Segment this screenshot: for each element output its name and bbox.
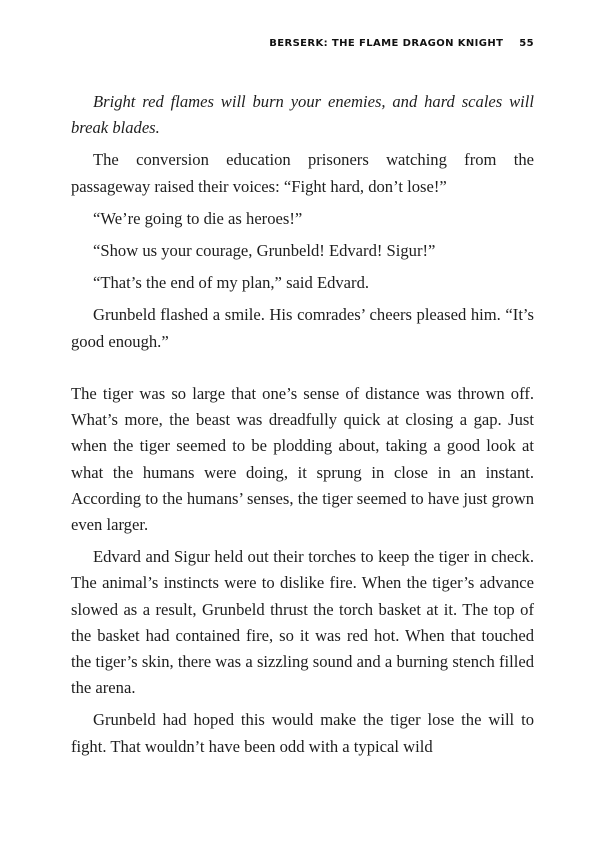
paragraph: Edvard and Sigur held out their torches to keep the tiger in check. The animal’s instincts were to dislike fire. When the tiger’s advance slowed as a result, Grunbeld thrust the torch basket at it. The top of the basket had contained fire, so it was red hot. When that touched the tiger’s skin, there was a sizzling sound and a burning stench filled the arena. bbox=[71, 547, 534, 698]
running-head bbox=[269, 38, 534, 49]
page-number: 55 bbox=[519, 38, 534, 49]
paragraph: Grunbeld flashed a smile. His comrades’ cheers pleased him. “It’s good enough.” bbox=[71, 305, 534, 351]
paragraph-section-start: The tiger was so large that one’s sense of distance was thrown off. What’s more, the beast was dreadfully quick at closing a gap. Just when the tiger seemed to be plodding about, taking a good look at what the humans were doing, it sprung in close in an instant. According to the humans’ senses, the tiger seemed to have just grown even larger. bbox=[71, 384, 534, 535]
paragraph: “We’re going to die as heroes!” bbox=[93, 208, 303, 228]
paragraph: Grunbeld had hoped this would make the tiger lose the will to fight. That wouldn’t have been odd with a typical wild bbox=[71, 710, 534, 756]
paragraph-italic-quote: Bright red flames will burn your enemies, and hard scales will break blades. bbox=[71, 92, 534, 138]
paragraph: “That’s the end of my plan,” said Edvard. bbox=[93, 273, 370, 293]
paragraph: The conversion education prisoners watching from the passageway raised their voices: “Fight hard, don’t lose!” bbox=[71, 150, 534, 196]
section-two bbox=[71, 381, 534, 760]
paragraph: “Show us your courage, Grunbeld! Edvard! Sigur!” bbox=[93, 241, 436, 261]
book-title: BERSERK: THE FLAME DRAGON KNIGHT bbox=[269, 38, 504, 49]
section-one bbox=[71, 89, 534, 355]
